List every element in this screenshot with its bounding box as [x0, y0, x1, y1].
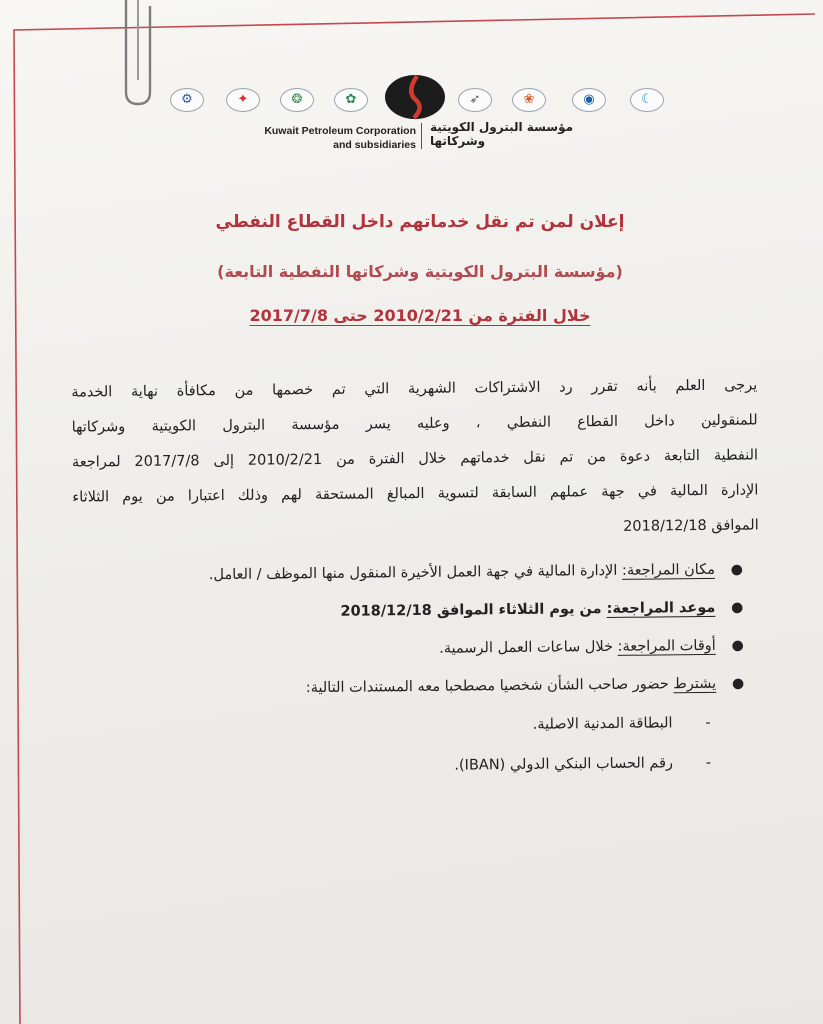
body-line: يرجى العلم بأنه تقرر رد الاشتراكات الشهرية التي تم خصمها من مكافأة نهاية الخدمة: [71, 377, 758, 401]
announcement-title: إعلان لمن تم نقل خدماتهم داخل القطاع النفطي: [215, 212, 625, 232]
body-line: النفطية التابعة دعوة من تم نقل خدماتهم خلال الفترة من 2010/2/21 إلى 2017/7/8 لمراجعة: [71, 447, 759, 471]
kpc-main-logo-icon: [384, 74, 446, 120]
document-item: - رقم الحساب البنكي الدولي (IBAN).: [81, 744, 751, 791]
announcement-body: [71, 368, 759, 550]
bullet-icon: ●: [731, 599, 744, 616]
company-name-arabic: مؤسسة البترول الكويتية وشركاتها: [430, 120, 574, 148]
company-name-english: Kuwait Petroleum Corporation and subsidiaries: [264, 125, 416, 151]
kpc-subsidiary-logo-6-icon: ❀: [512, 88, 546, 112]
details-list: [79, 552, 751, 791]
bullet-icon: ●: [731, 637, 744, 654]
kpc-subsidiary-logo-7-icon: ◉: [572, 88, 606, 112]
kpc-subsidiary-logo-1-icon: ⚙: [170, 88, 204, 112]
body-line: للمنقولين داخل القطاع النفطي ، وعليه يسر مؤسسة البترول الكويتية وشركاتها: [71, 412, 758, 436]
announcement-period: خلال الفترة من 2010/2/21 حتى 2017/7/8: [249, 306, 591, 325]
kpc-subsidiary-logo-3-icon: ❂: [280, 88, 314, 112]
subsidiary-logos: [160, 74, 680, 124]
list-item: ● موعد المراجعة: من يوم الثلاثاء الموافق 2018/12/18: [79, 590, 749, 635]
caption-divider: [421, 123, 422, 149]
bullet-icon: ●: [731, 675, 745, 692]
list-item: ● أوقات المراجعة: خلال ساعات العمل الرسمية.: [80, 628, 750, 673]
body-line: الموافق 2018/12/18: [623, 517, 759, 535]
list-item: ● مكان المراجعة: الإدارة المالية في جهة العمل الأخيرة المنقول منها الموظف / العامل.: [79, 552, 749, 597]
document-item: - البطاقة المدنية الاصلية.: [80, 704, 750, 751]
kpc-subsidiary-logo-8-icon: ☾: [630, 88, 664, 112]
dash-icon: -: [705, 754, 712, 771]
announcement-subtitle: (مؤسسة البترول الكويتية وشركاتها النفطية التابعة): [217, 262, 623, 281]
dash-icon: -: [705, 714, 711, 731]
body-line: الإدارة المالية في جهة عملهم السابقة لتسوية المبالغ المستحقة لهم وذلك اعتبارا من يوم الثلاثاء: [72, 482, 759, 506]
kpc-subsidiary-logo-2-icon: ✦: [226, 88, 260, 112]
kpc-subsidiary-logo-4-icon: ✿: [334, 88, 368, 112]
list-item: ● يشترط حضور صاحب الشأن شخصيا مصطحبا معه المستندات التالية:: [80, 666, 750, 711]
kpc-subsidiary-logo-5-icon: ➶: [458, 88, 492, 112]
bullet-icon: ●: [730, 561, 744, 578]
